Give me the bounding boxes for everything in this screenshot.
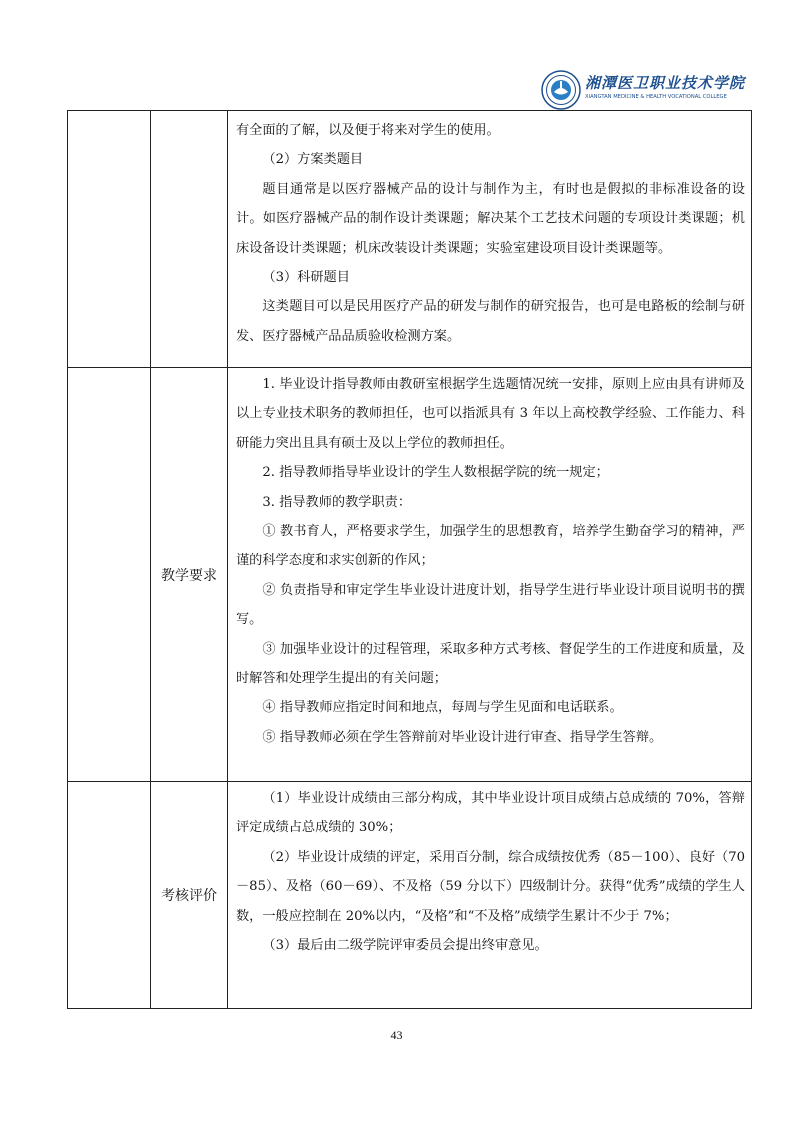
- row-label: 考核评价: [151, 782, 228, 1009]
- paragraph: ⑤ 指导教师必须在学生答辩前对毕业设计进行审查、指导学生答辩。: [262, 729, 663, 745]
- paragraph: 题目通常是以医疗器械产品的设计与制作为主，有时也是假拟的非标准设备的设计。如医疗器械产品的制作设计类课题；解决某个工艺技术问题的专项设计类课题；机床设备设计类课题；机床改装设计类课题；实验室建设项目设计类课题等。: [236, 181, 745, 256]
- paragraph: （2）毕业设计成绩的评定，采用百分制，综合成绩按优秀（85－100）、良好（70－85）、及格（60－69）、不及格（59 分以下）四级制计分。获得“优秀”成绩的学生人数，一般应控制在 20%以内，“及格”和“不及格”成绩学生累计不少于 7%；: [236, 849, 745, 924]
- college-name-cn: 湘潭医卫职业技术学院: [585, 74, 746, 92]
- paragraph: 1. 毕业设计指导教师由教研室根据学生选题情况统一安排，原则上应由具有讲师及以上专业技术职务的教师担任，也可以指派具有 3 年以上高校教学经验、工作能力、科研能力突出且具有硕士及以上学位的教师担任。: [236, 377, 745, 451]
- paragraph: 3. 指导教师的教学职责：: [262, 494, 412, 510]
- category-cell: [68, 368, 151, 782]
- paragraph: ② 负责指导和审定学生毕业设计进度计划，指导学生进行毕业设计项目说明书的撰写。: [236, 582, 745, 628]
- paragraph: 有全面的了解，以及便于将来对学生的使用。: [236, 123, 500, 138]
- paragraph: ① 教书育人，严格要求学生，加强学生的思想教育，培养学生勤奋学习的精神，严谨的科学态度和求实创新的作风；: [236, 524, 745, 569]
- content-cell: [228, 782, 752, 1009]
- paragraph: （3）最后由二级学院评审委员会提出终审意见。: [262, 938, 548, 954]
- row-label: 教学要求: [151, 368, 228, 782]
- paragraph: 这类题目可以是民用医疗产品的研发与制作的研究报告，也可是电路板的绘制与研发、医疗器械产品品质验收检测方案。: [236, 299, 745, 344]
- paragraph: （2）方案类题目: [262, 152, 364, 168]
- row-label: [151, 111, 228, 368]
- paragraph: ④ 指导教师应指定时间和地点，每周与学生见面和电话联系。: [262, 700, 623, 716]
- course-table: [67, 110, 752, 1009]
- page-number: 43: [390, 1028, 403, 1042]
- paragraph: ③ 加强毕业设计的过程管理，采取多种方式考核、督促学生的工作进度和质量，及时解答和处理学生提出的有关问题；: [236, 641, 745, 687]
- paragraph: 2. 指导教师指导毕业设计的学生人数根据学院的统一规定；: [262, 465, 609, 481]
- category-cell: [68, 111, 151, 368]
- college-emblem-icon: [541, 70, 581, 110]
- paragraph: （3）科研题目: [262, 270, 350, 286]
- content-cell: [228, 368, 752, 782]
- paragraph: （1）毕业设计成绩由三部分构成，其中毕业设计项目成绩占总成绩的 70%，答辩评定成绩占总成绩的 30%；: [236, 791, 745, 836]
- table-row: [68, 111, 752, 368]
- college-name-en: XIANGTAN MEDICINE & HEALTH VOCATIONAL COLLEGE: [585, 94, 727, 100]
- table-row: [68, 368, 752, 782]
- college-logo: [541, 70, 746, 110]
- category-cell: [68, 782, 151, 1009]
- table-row: [68, 782, 752, 1009]
- content-cell: [228, 111, 752, 368]
